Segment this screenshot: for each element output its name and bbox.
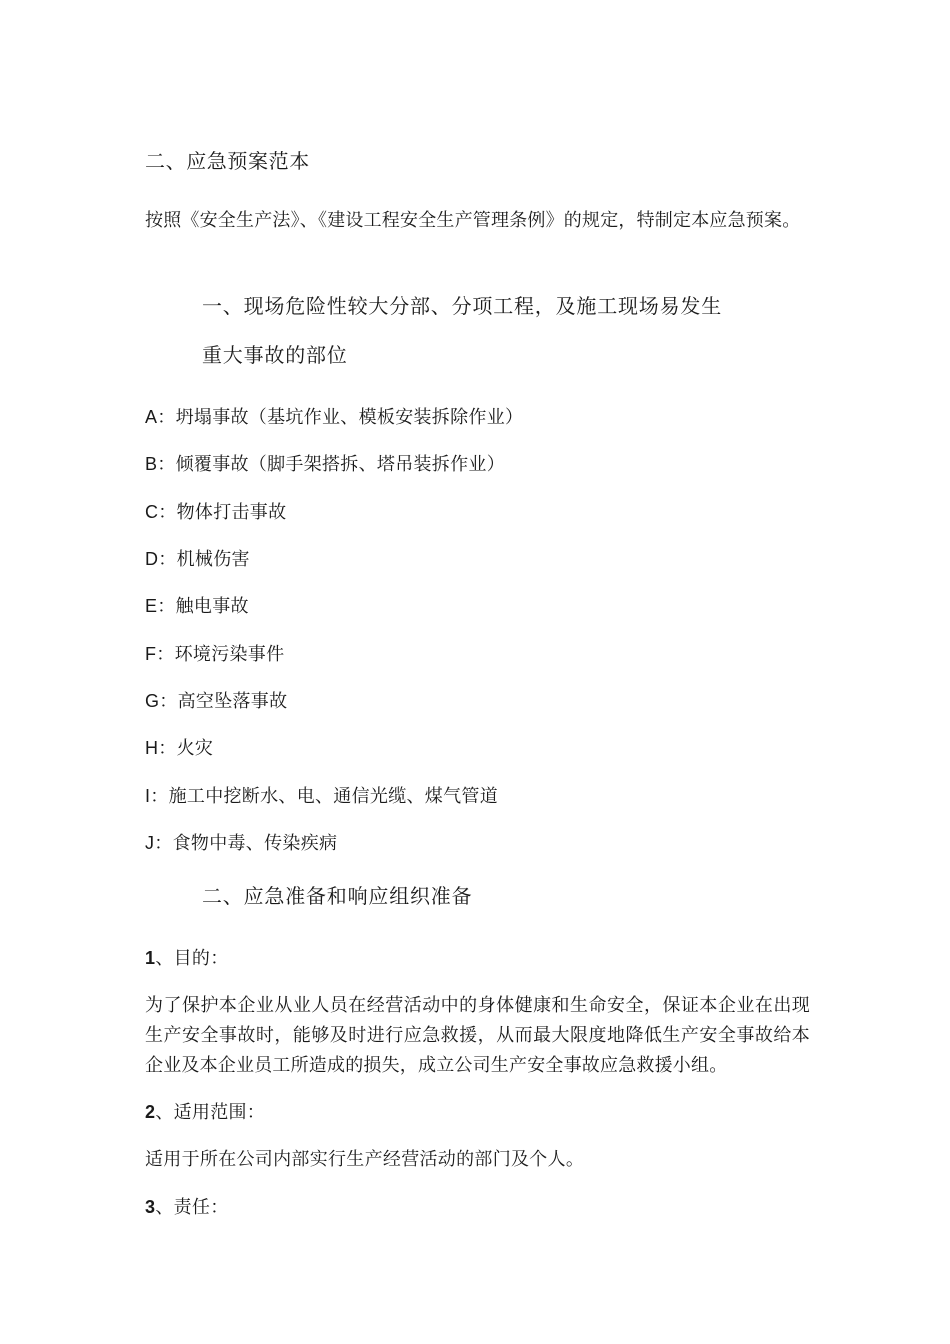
scope-paragraph: 适用于所在公司内部实行生产经营活动的部门及个人。: [145, 1149, 585, 1170]
section1-heading-line2: 重大事故的部位: [202, 343, 348, 367]
subheading-number: 3: [145, 1197, 156, 1217]
list-item-text: 机械伤害: [176, 549, 250, 570]
list-item-text: 触电事故: [175, 596, 249, 617]
list-item-label: G：: [145, 691, 178, 711]
subheading-text: 、适用范围：: [155, 1102, 266, 1123]
list-item: [145, 452, 505, 477]
list-item: [145, 689, 287, 714]
list-item-text: 物体打击事故: [176, 502, 287, 523]
list-item-label: J：: [145, 833, 173, 853]
list-item-text: 高空坠落事故: [177, 691, 288, 712]
list-item-label: H：: [145, 738, 177, 758]
list-item-text: 坍塌事故（基坑作业、模板安装拆除作业）: [175, 407, 524, 428]
intro-paragraph: 按照《安全生产法》、《建设工程安全生产管理条例》的规定，特制定本应急预案。: [145, 210, 801, 231]
purpose-paragraph: 为了保护本企业从业人员在经营活动中的身体健康和生命安全，保证本企业在出现生产安全事故时，能够及时进行应急救援，从而最大限度地降低生产安全事故给本企业及本企业员工所造成的损失，成立公司生产安全事故应急救援小组。: [145, 995, 810, 1076]
list-item: [145, 642, 284, 667]
subheading-purpose: [145, 946, 229, 971]
list-item-text: 环境污染事件: [174, 644, 285, 665]
list-item-label: A：: [145, 407, 176, 427]
list-item-label: C：: [145, 502, 177, 522]
list-item: [145, 405, 523, 430]
section2-heading: 二、应急准备和响应组织准备: [202, 884, 473, 908]
document-title: 二、应急预案范本: [145, 149, 310, 173]
list-item: [145, 594, 249, 619]
list-item: [145, 736, 213, 761]
list-item: [145, 831, 337, 856]
subheading-text: 、责任：: [155, 1197, 229, 1218]
list-item-label: D：: [145, 549, 177, 569]
subheading-number: 2: [145, 1102, 156, 1122]
subheading-scope: [145, 1100, 265, 1125]
list-item-text: 倾覆事故（脚手架搭拆、塔吊装拆作业）: [175, 454, 506, 475]
list-item: [145, 547, 250, 572]
list-item-text: 施工中挖断水、电、通信光缆、煤气管道: [168, 786, 499, 807]
section1-heading-line1: 一、现场危险性较大分部、分项工程，及施工现场易发生: [202, 294, 722, 318]
list-item-label: E：: [145, 596, 176, 616]
list-item: [145, 500, 286, 525]
subheading-number: 1: [145, 948, 156, 968]
list-item-text: 火灾: [176, 738, 214, 759]
subheading-text: 、目的：: [155, 948, 229, 969]
list-item-label: F：: [145, 644, 175, 664]
subheading-responsibility: [145, 1195, 229, 1220]
list-item: [145, 784, 498, 809]
list-item-label: I：: [145, 786, 169, 806]
list-item-text: 食物中毒、传染疾病: [172, 833, 338, 854]
list-item-label: B：: [145, 454, 176, 474]
